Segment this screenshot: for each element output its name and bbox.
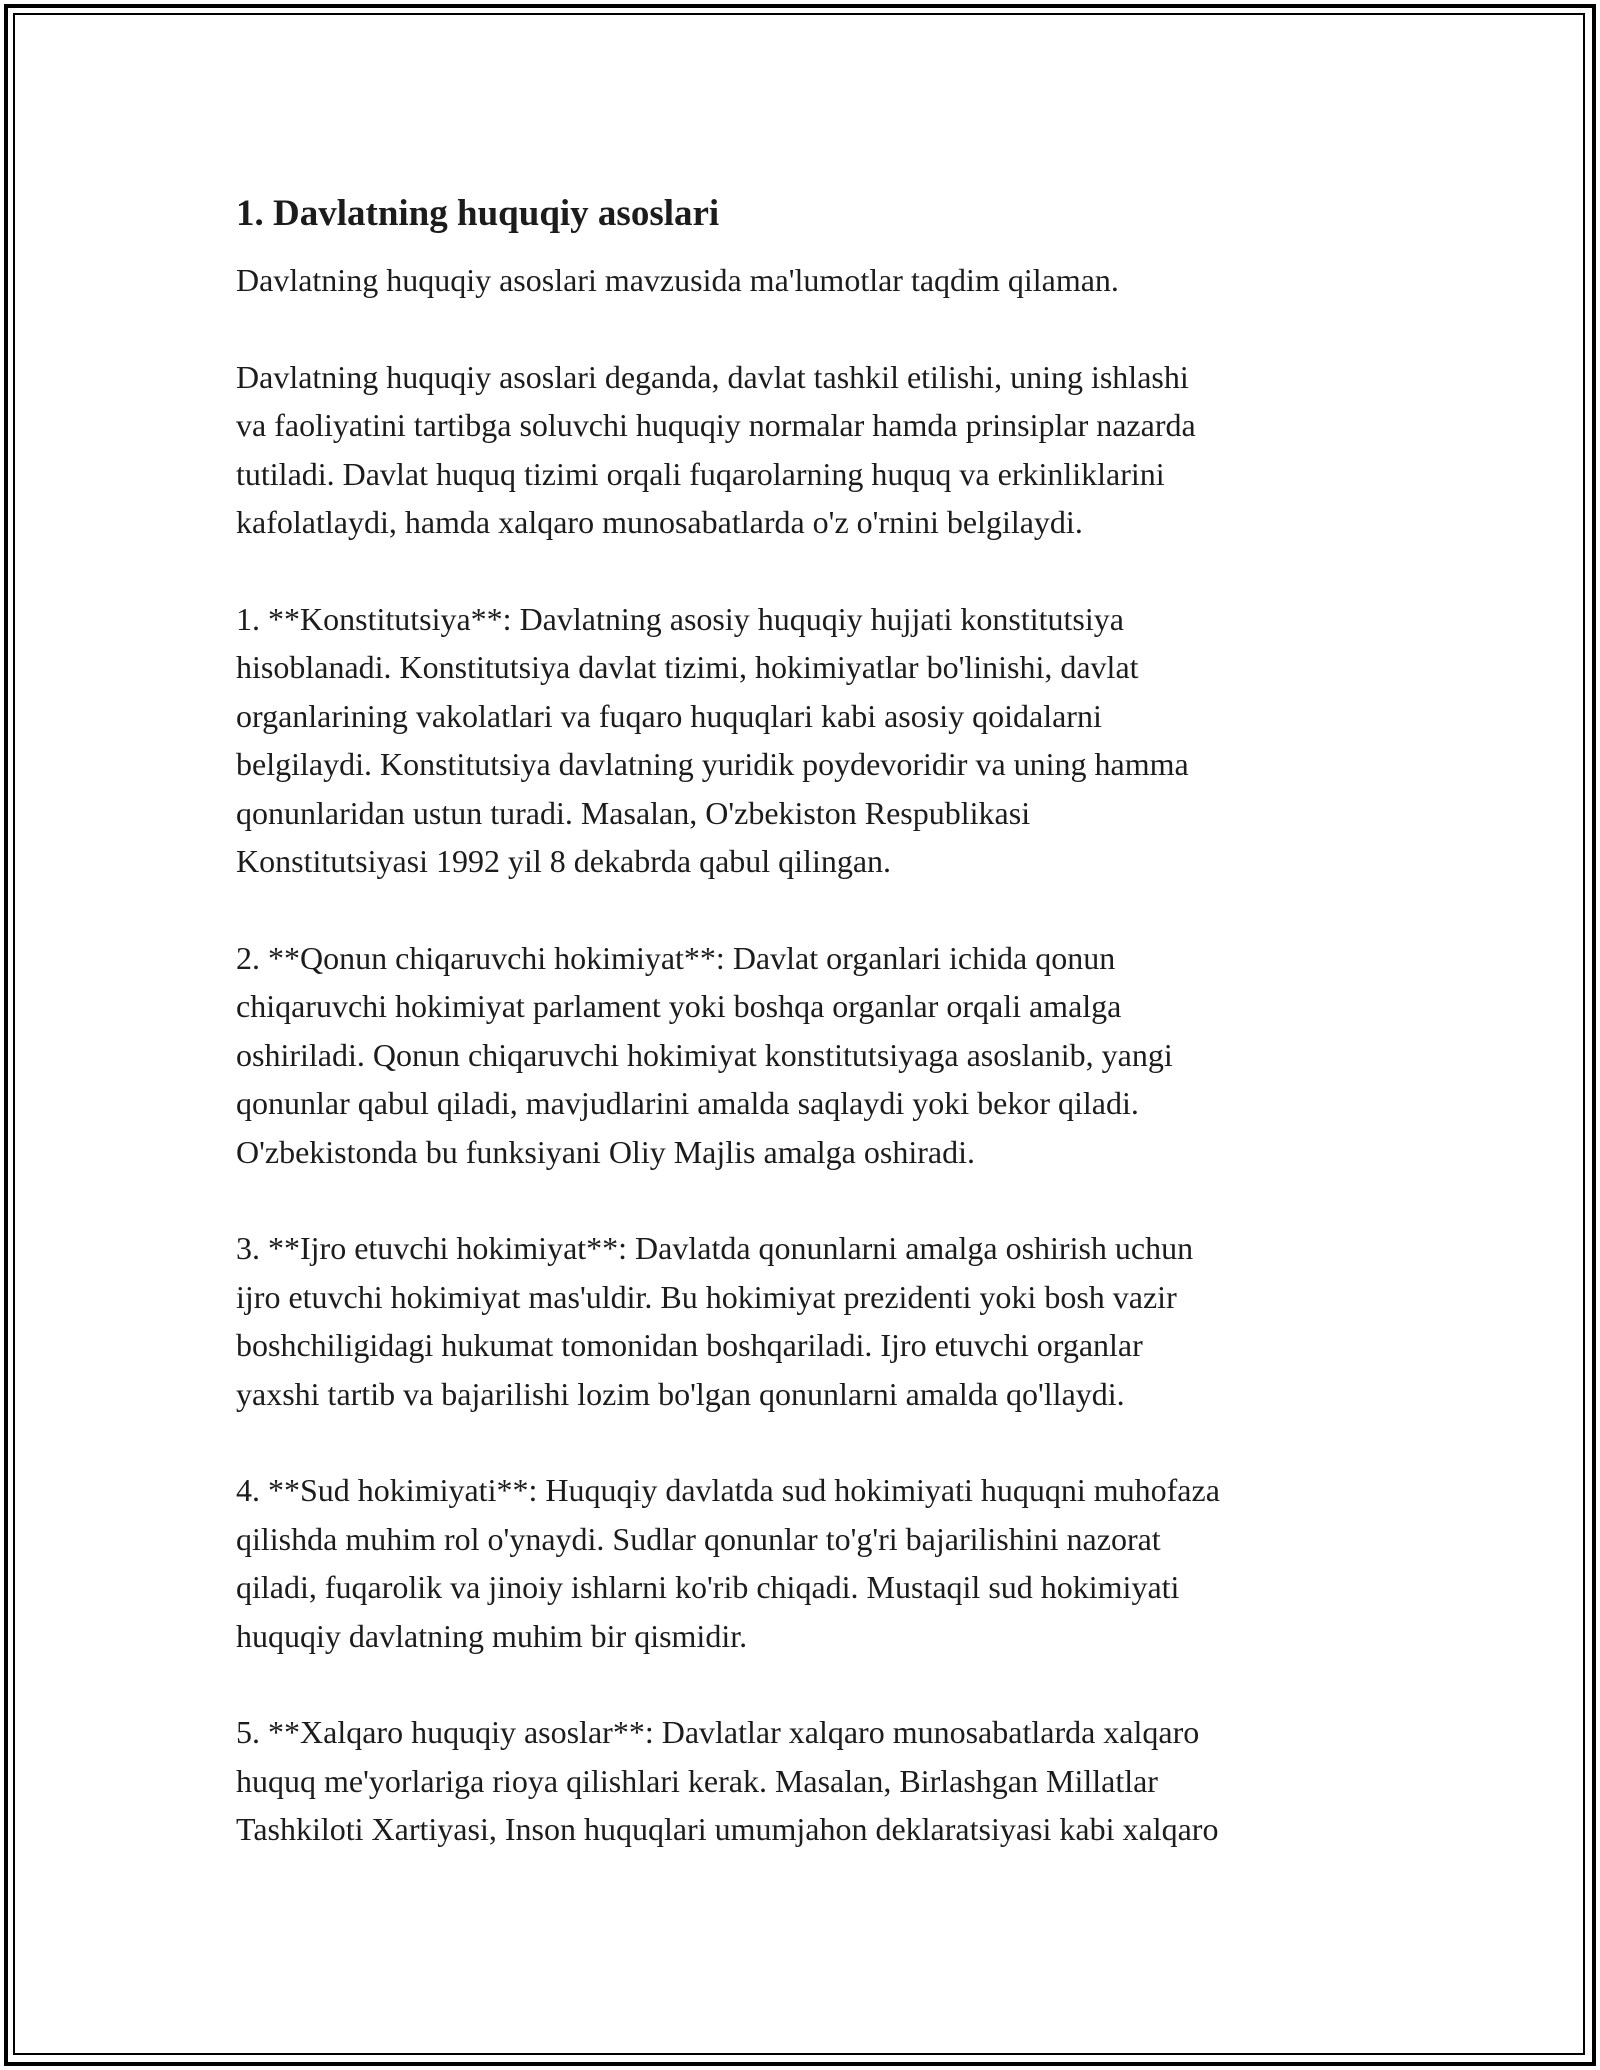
judicial-paragraph: 4. **Sud hokimiyati**: Huquqiy davlatda sud hokimiyati huquqni muhofaza qilishda muhim rol o'ynaydi. Sudlar qonunlar to'g'ri bajarilishini nazorat qiladi, fuqarolik va jinoiy ishlarni ko'rib chiqadi. Mustaqil sud hokimiyati huquqiy davlatning muhim bir qismidir.	[236, 1472, 1220, 1654]
definition-paragraph: Davlatning huquqiy asoslari deganda, davlat tashkil etilishi, uning ishlashi va faoliyatini tartibga soluvchi huquqiy normalar hamda prinsiplar nazarda tutiladi. Davlat huquq tizimi orqali fuqarolarning huquq va erkinliklarini kafolatlaydi, hamda xalqaro munosabatlarda o'z o'rnini belgilaydi.	[236, 358, 1196, 540]
intro-paragraph: Davlatning huquqiy asoslari mavzusida ma'lumotlar taqdim qilaman.	[236, 262, 1119, 298]
executive-paragraph: 3. **Ijro etuvchi hokimiyat**: Davlatda qonunlarni amalga oshirish uchun ijro etuvchi hokimiyat mas'uldir. Bu hokimiyat prezidenti yoki bosh vazir boshchiligidagi hukumat tomonidan boshqariladi. Ijro etuvchi organlar yaxshi tartib va bajarilishi lozim bo'lgan qonunlarni amalda qo'llaydi.	[236, 1230, 1194, 1412]
constitution-paragraph: 1. **Konstitutsiya**: Davlatning asosiy huquqiy hujjati konstitutsiya hisoblanadi. Konstitutsiya davlat tizimi, hokimiyatlar bo'linishi, davlat organlarining vakolatlari va fuqaro huquqlari kabi asosiy qoidalarni belgilaydi. Konstitutsiya davlatning yuridik poydevoridir va uning hamma qonunlaridan ustun turadi. Masalan, O'zbekiston Respublikasi Konstitutsiyasi 1992 yil 8 dekabrda qabul qilingan.	[236, 600, 1189, 879]
document-body	[236, 186, 1386, 1854]
legislative-paragraph: 2. **Qonun chiqaruvchi hokimiyat**: Davlat organlari ichida qonun chiqaruvchi hokimiyat parlament yoki boshqa organlar orqali amalga oshiriladi. Qonun chiqaruvchi hokimiyat konstitutsiyaga asoslanib, yangi qonunlar qabul qiladi, mavjudlarini amalda saqlaydi yoki bekor qiladi. O'zbekistonda bu funksiyani Oliy Majlis amalga oshiradi.	[236, 939, 1173, 1170]
document-title: 1. Davlatning huquqiy asoslari	[236, 193, 720, 234]
international-paragraph: 5. **Xalqaro huquqiy asoslar**: Davlatlar xalqaro munosabatlarda xalqaro huquq me'yorlariga rioya qilishlari kerak. Masalan, Birlashgan Millatlar Tashkiloti Xartiyasi, Inson huquqlari umumjahon deklaratsiyasi kabi xalqaro	[236, 1714, 1219, 1847]
